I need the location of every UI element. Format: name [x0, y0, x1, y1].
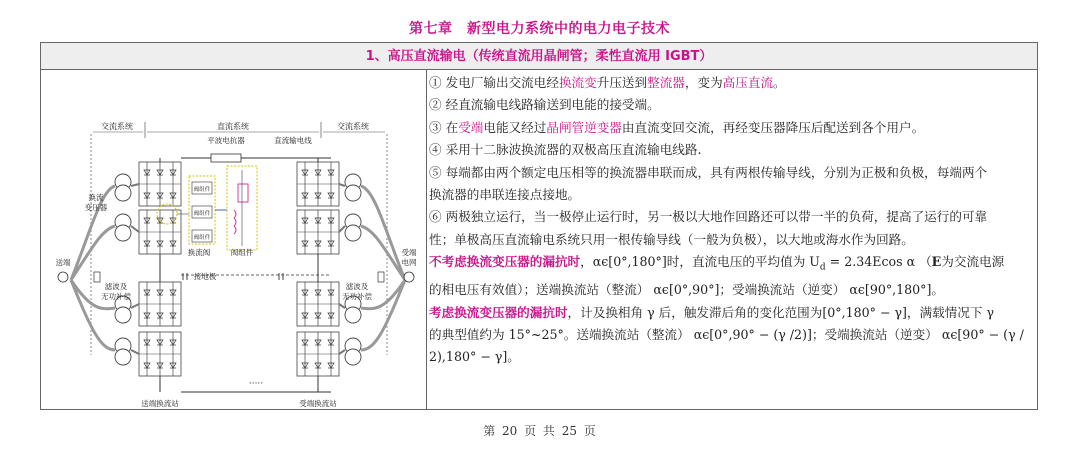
content-line [429, 94, 1033, 116]
ground-electrode-label: 接地极 [193, 272, 217, 281]
dc-lines [181, 135, 331, 392]
filter-left-label-1: 无功补偿 [101, 292, 131, 301]
content-segment: 。 [773, 75, 786, 90]
content-segment: 换流器的串联连接点接地。 [429, 187, 581, 203]
filter-right-label-0: 滤波及 [345, 282, 369, 291]
content-segment: ① 发电厂输出交流电经 [429, 75, 559, 90]
explanation-text [429, 72, 1033, 407]
valve-component-label: 阀组件 [230, 248, 254, 257]
smoothing-reactor [211, 154, 241, 162]
recv-station-label: 受端换流站 [299, 399, 337, 408]
dc-line-label: 直流输电线 [274, 136, 312, 145]
chapter-title: 第七章 新型电力系统中的电力电子技术 [409, 21, 670, 37]
valve-cell-label-0: 阀组件 [193, 187, 211, 193]
valve-cell-label-1: 阀组件 [193, 211, 211, 217]
content-segment: ，计及换相角 γ 后，触发滞后角的变化范围为[0°,180° − γ]，满载情况下 γ [567, 304, 994, 320]
content-line [429, 324, 1033, 346]
content-line [429, 117, 1033, 139]
hvdc-diagram-svg [41, 70, 427, 409]
content-segment: 不考虑换流变压器的漏抗时 [429, 254, 581, 270]
hvdc-diagram [41, 70, 427, 409]
content-segment: ④ 采用十二脉波换流器的双极高压直流输电线路. [429, 142, 702, 158]
content-segment: 晶闸管逆变器 [546, 119, 622, 135]
content-segment: d [819, 262, 826, 273]
filter-left-label-0: 滤波及 [104, 282, 128, 291]
valve-detail [157, 166, 257, 257]
content-segment: 为交流电源 [941, 254, 1005, 270]
content-segment: E [931, 254, 942, 270]
content-line [429, 229, 1033, 251]
content-segment: 受端 [458, 119, 484, 135]
content-segment: ⑥ 两极独立运行，当一极停止运行时，另一极以大地作回路还可以带一半的负荷，提高了运行的可靠 [429, 209, 988, 225]
conv-valve-label: 换流阀 [187, 248, 211, 257]
section-title: 1、高压直流输电（传统直流用晶闸管；柔性直流用 IGBT） [41, 43, 1037, 70]
content-line [429, 162, 1033, 184]
content-segment: 整流器 [647, 75, 685, 90]
content-segment: 考虑换流变压器的漏抗时 [429, 304, 568, 320]
content-segment: ③ 在 [429, 119, 459, 135]
ac-system-left-label: 交流系统 [101, 122, 133, 131]
content-segment: 的典型值约为 15°~25°。送端换流站（整流） αϵ[0°,90° − (γ /2)]；受端换流站（逆变） αϵ[90° − (γ / [429, 326, 1024, 342]
content-segment: ，αϵ[0°,180°]时，直流电压的平均值为 U [580, 254, 820, 270]
content-line [429, 72, 1033, 94]
content-segment: 高压直流 [722, 75, 774, 90]
content-segment: 2),180° − γ]。 [429, 349, 520, 365]
content-line [429, 279, 1033, 301]
content-segment: 性；单极高压直流输电系统只用一根传输导线（一般为负极），以大地或海水作为回路。 [429, 231, 914, 247]
filter-right-icon [378, 272, 384, 282]
valve-cell-label-2: 阀组件 [193, 235, 211, 241]
content-line [429, 302, 1033, 324]
content-line [429, 251, 1033, 279]
conv-transformer-label-0: 换流 [88, 193, 104, 202]
send-grid-label-1: 送端 [55, 258, 71, 267]
content-line [429, 184, 1033, 206]
recv-station [279, 158, 417, 408]
content-table [40, 42, 1038, 410]
content-segment: ⑤ 每端都由两个额定电压相等的换流器串联而成，具有两根传输导线，分别为正极和负极，每端两个 [429, 164, 988, 180]
ellipsis-label: ····· [248, 379, 264, 389]
smoothing-reactor-label: 平波电抗器 [207, 136, 245, 145]
filter-left-icon [94, 272, 100, 282]
content-segment: 电能又经过 [483, 119, 547, 135]
content-segment: ，变为 [684, 75, 723, 90]
recv-grid-label-0: 受端 [401, 248, 417, 257]
content-segment: 由直流变回交流，再经变压器降压后配送到各个用户。 [621, 119, 925, 135]
ac-system-right-label: 交流系统 [337, 122, 369, 131]
conv-transformer-label-1: 变压器 [84, 203, 108, 212]
page-number: 第 20 页 共 25 页 [483, 424, 596, 438]
send-grid-source-icon [58, 272, 68, 282]
recv-grid-source-icon [404, 272, 414, 282]
content-segment: ② 经直流输电线路输送到电能的接受端。 [429, 97, 660, 113]
send-station [56, 158, 217, 408]
content-segment: = 2.34Ecos α （ [825, 254, 932, 270]
content-segment: 的相电压有效值）；送端换流站（整流） αϵ[0°,90°]；受端换流站（逆变） αϵ[90°,180°]。 [429, 282, 944, 298]
dc-system-label: 直流系统 [217, 122, 249, 131]
content-segment: 升压送到 [596, 75, 648, 90]
filter-right-label-1: 无功补偿 [342, 292, 372, 301]
content-line [429, 346, 1033, 368]
content-segment: 换流变 [558, 75, 597, 90]
content-line [429, 206, 1033, 228]
content-line [429, 139, 1033, 161]
send-station-label: 送端换流站 [141, 399, 179, 408]
recv-grid-label-1: 电网 [401, 258, 417, 267]
